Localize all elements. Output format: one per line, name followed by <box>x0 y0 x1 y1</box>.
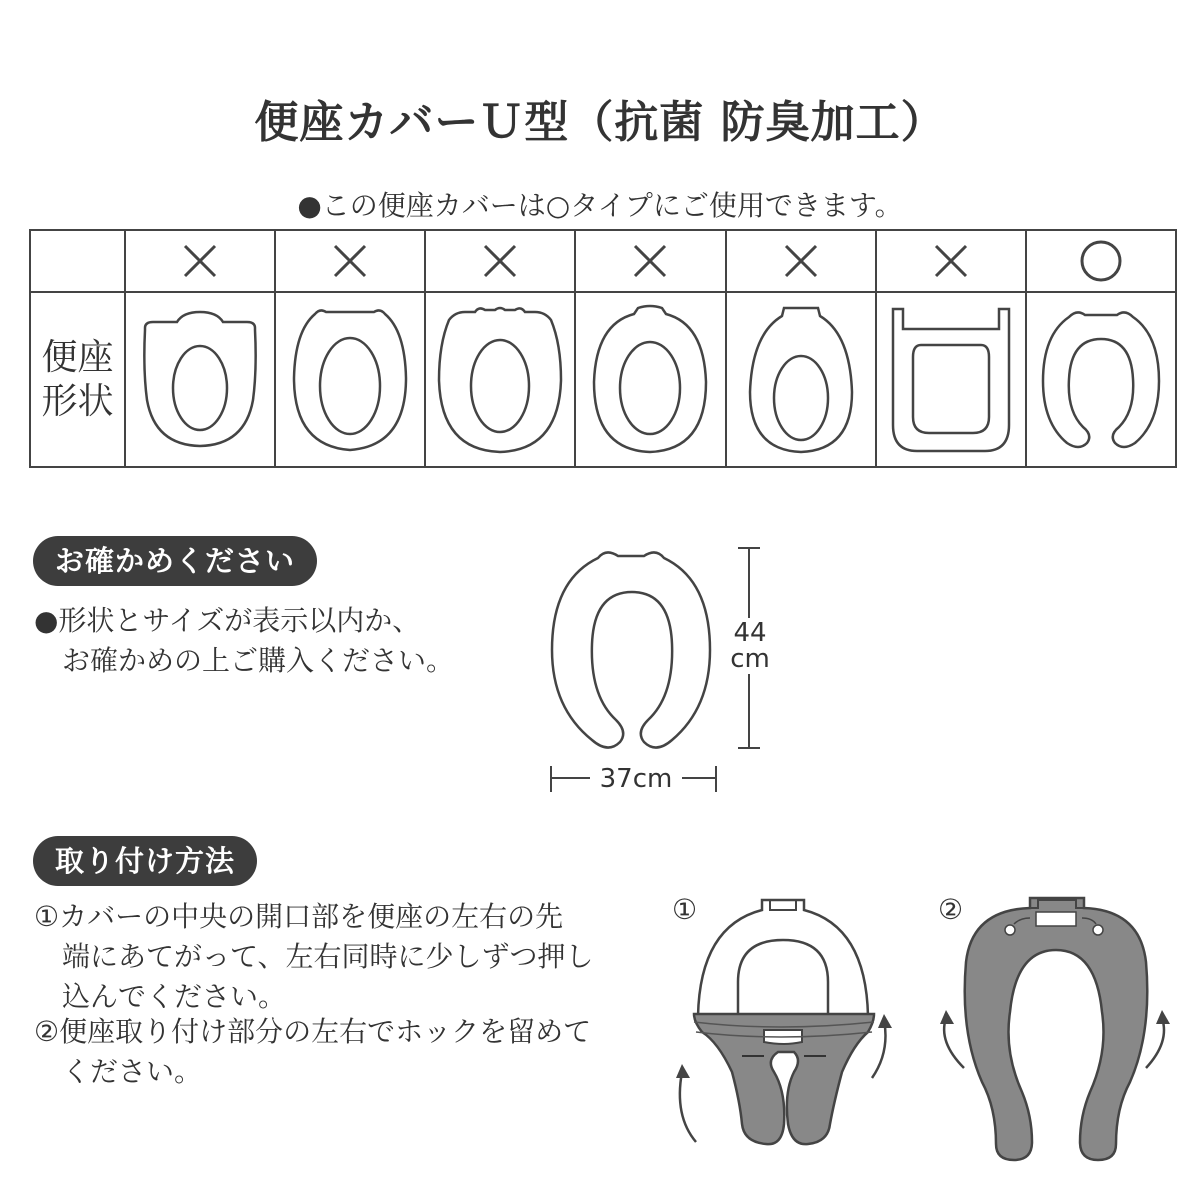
toilet-seat-oval-notched-icon <box>290 306 410 454</box>
step1-line2: 端にあてがって、左右同時に少しずつ押し <box>34 940 594 973</box>
shape-cell-6 <box>876 292 1026 467</box>
toilet-seat-square-icon <box>889 305 1013 455</box>
check-heading-badge: お確かめください <box>33 536 317 586</box>
shape-cell-4 <box>575 292 725 467</box>
toilet-seat-round-tab-icon <box>590 304 710 456</box>
cross-icon <box>330 241 370 281</box>
shape-cell-2 <box>275 292 425 467</box>
install-figure-1 <box>668 892 908 1172</box>
figure-2-number: ② <box>938 893 964 926</box>
row-label-line2: 形状 <box>41 380 114 422</box>
shape-cell-1 <box>125 292 275 467</box>
mark-row <box>30 230 1176 292</box>
cross-icon <box>781 241 821 281</box>
height-unit: cm <box>730 644 770 674</box>
compatibility-table <box>29 229 1177 468</box>
u-seat-outline <box>552 552 710 747</box>
figure-1-number: ① <box>672 893 698 926</box>
right-arrow <box>872 1020 886 1078</box>
check-text-line2: お確かめの上ご購入ください。 <box>34 644 455 677</box>
toilet-seat-elongated-square-icon <box>135 310 265 450</box>
row-label-line1: 便座 <box>41 336 114 378</box>
check-text-line1: ●形状とサイズが表示以内か、 <box>34 604 421 637</box>
toilet-seat-oval-tabs-icon <box>435 304 565 456</box>
left-arrow <box>944 1018 964 1068</box>
mark-cell-2 <box>275 230 425 292</box>
toilet-seat-egg-tab-icon <box>746 304 856 456</box>
mark-cell-7 <box>1026 230 1176 292</box>
right-arrow <box>1146 1018 1164 1068</box>
compatibility-note: ●この便座カバーは○タイプにご使用できます。 <box>297 189 903 222</box>
shape-cell-5 <box>726 292 876 467</box>
step2-line1: ②便座取り付け部分の左右でホックを留めて <box>34 1015 592 1048</box>
row-label-cell <box>30 292 125 467</box>
mark-cell-4 <box>575 230 725 292</box>
cover-attached-shape <box>965 898 1148 1160</box>
shape-row <box>30 292 1176 467</box>
mark-cell-6 <box>876 230 1026 292</box>
step1-line3: 込んでください。 <box>34 980 287 1013</box>
page-title: 便座カバーＵ型（抗菌 防臭加工） <box>254 97 946 148</box>
cross-icon <box>480 241 520 281</box>
install-heading-badge: 取り付け方法 <box>33 836 257 886</box>
mark-cell-3 <box>425 230 575 292</box>
toilet-seat-u-shape-icon <box>1039 305 1163 455</box>
cross-icon <box>931 241 971 281</box>
left-arrow <box>680 1072 696 1142</box>
width-value: 37cm <box>599 764 673 794</box>
shape-cell-7 <box>1026 292 1176 467</box>
install-figure-2 <box>930 892 1180 1172</box>
step2-line2: ください。 <box>34 1055 203 1088</box>
height-value: 44 <box>733 618 767 648</box>
empty-corner-cell <box>30 230 125 292</box>
mark-cell-1 <box>125 230 275 292</box>
cross-icon <box>180 241 220 281</box>
circle-icon <box>1079 239 1123 283</box>
step1-line1: ①カバーの中央の開口部を便座の左右の先 <box>34 900 564 933</box>
shape-cell-3 <box>425 292 575 467</box>
mark-cell-5 <box>726 230 876 292</box>
cross-icon <box>630 241 670 281</box>
